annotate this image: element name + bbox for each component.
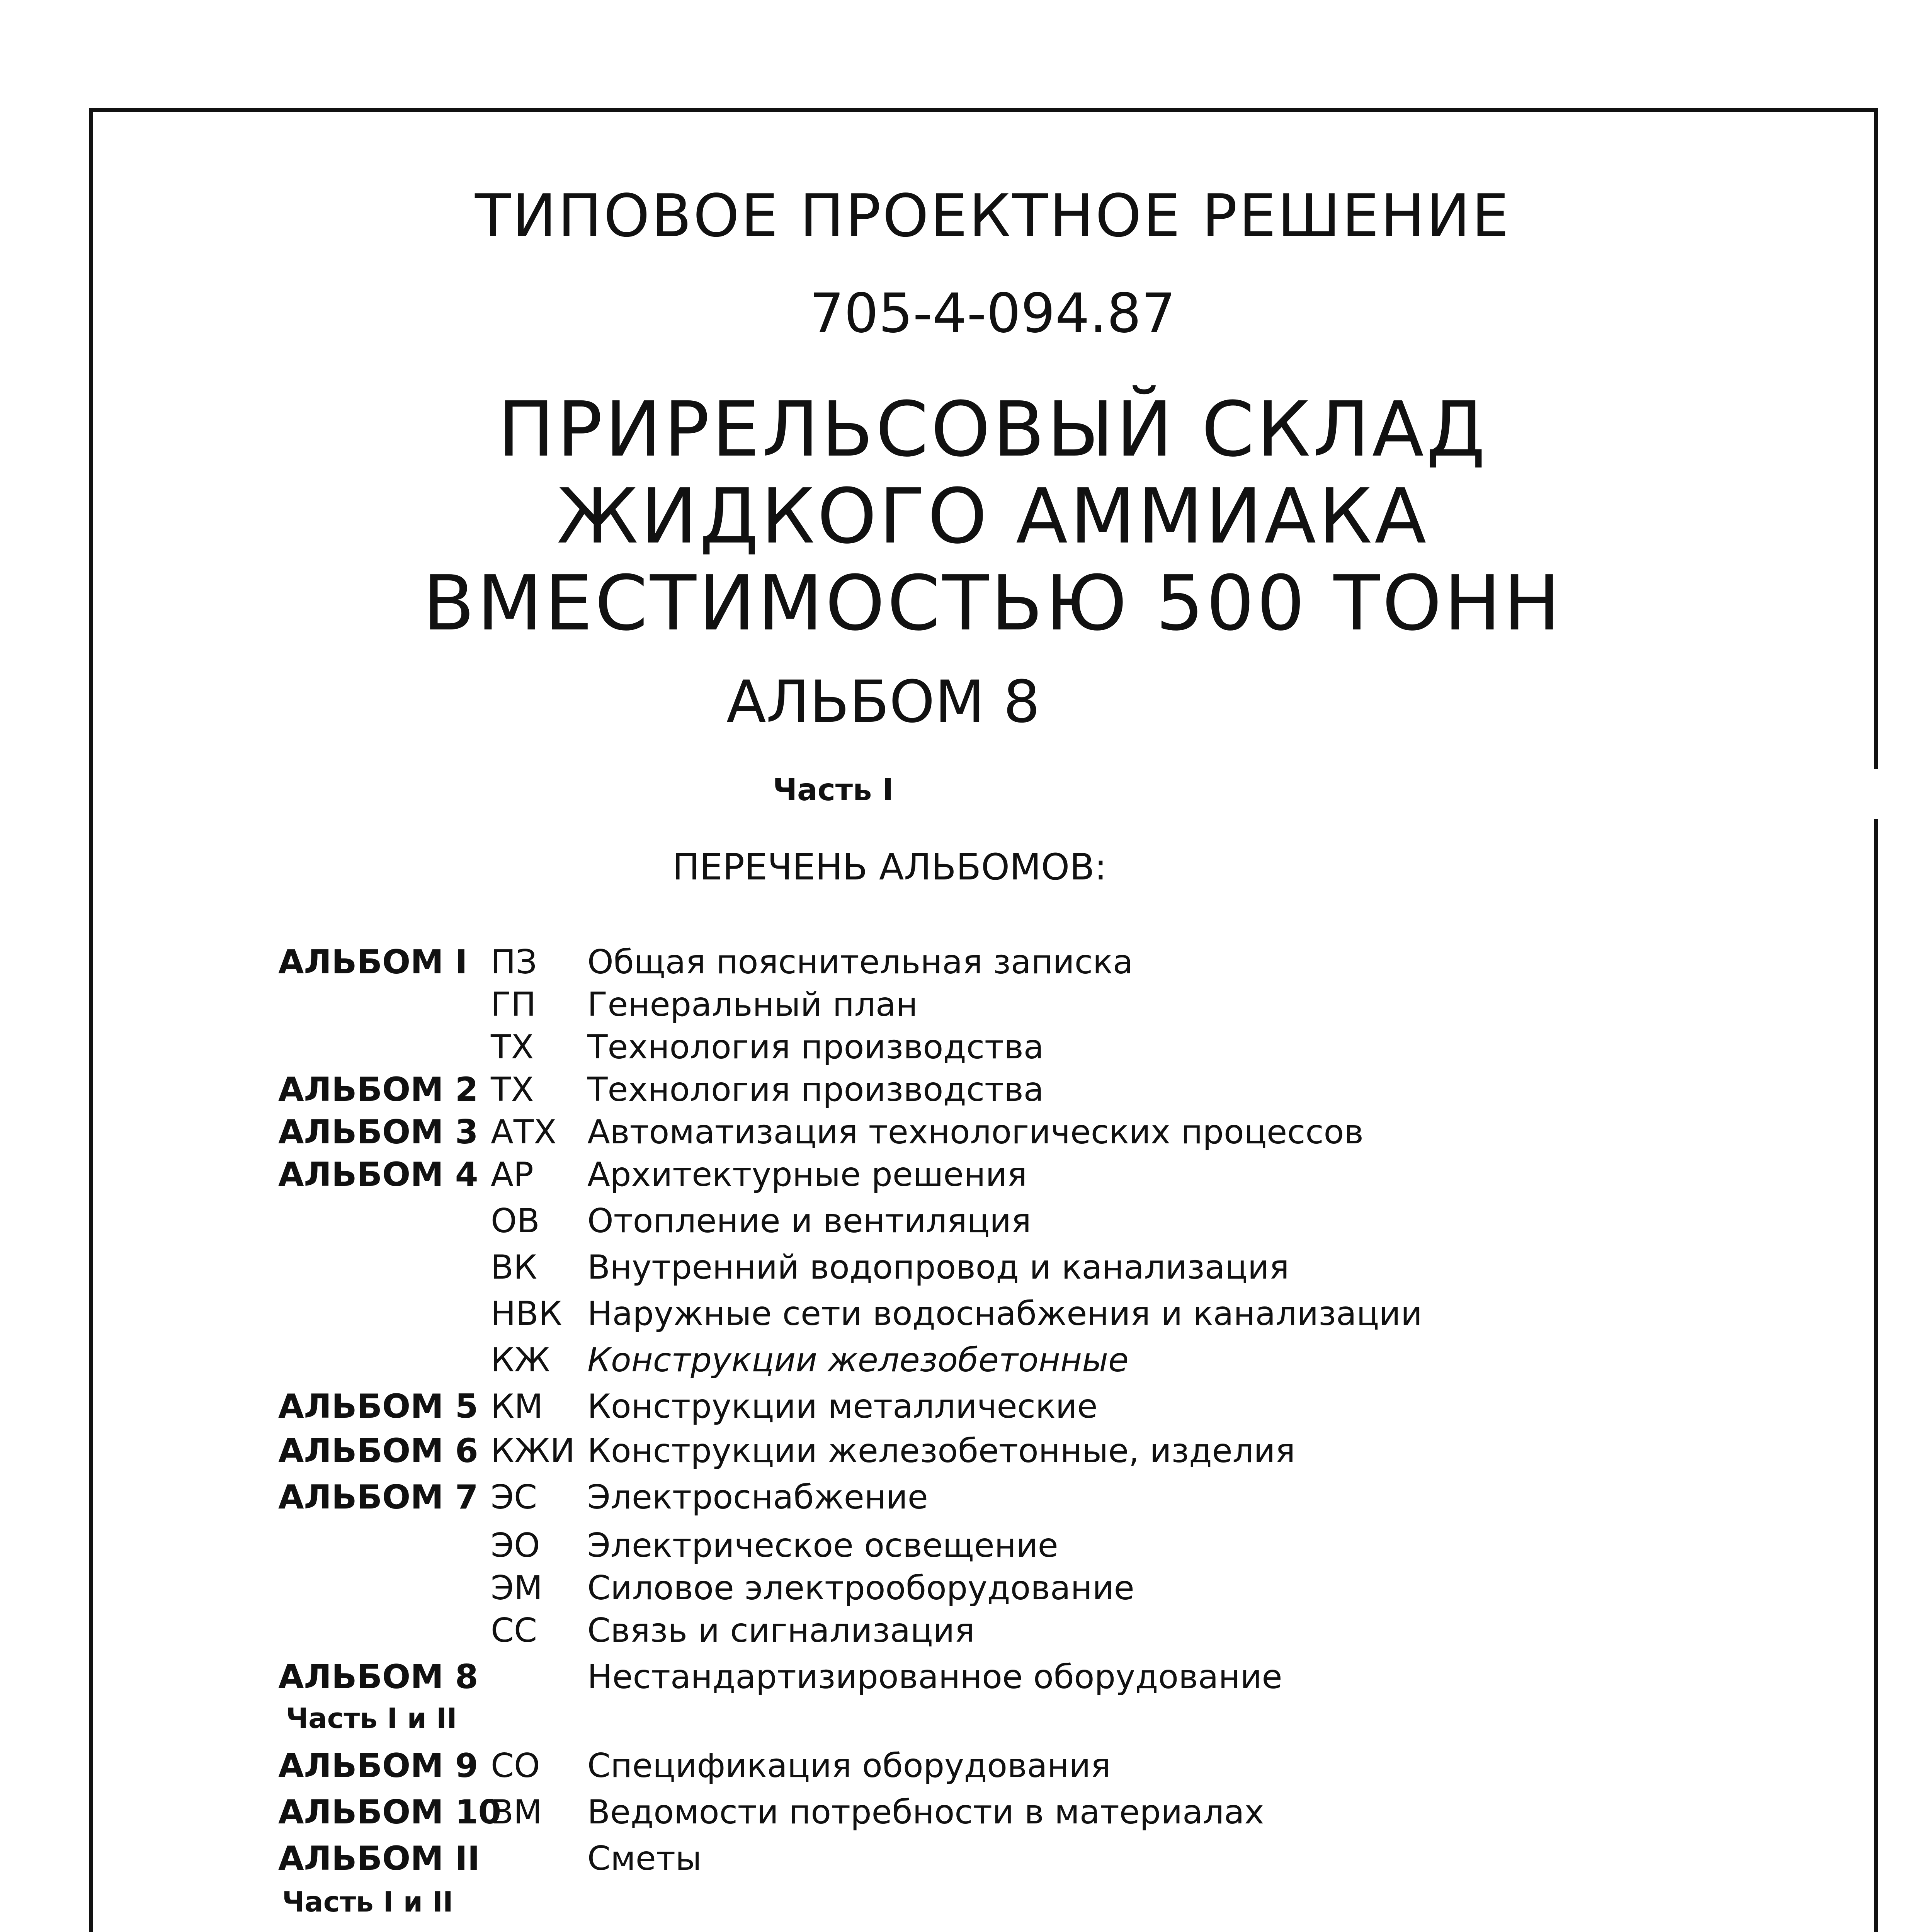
project-name-line-1: ПРИРЕЛЬСОВЫЙ СКЛАД	[497, 386, 1488, 474]
albums-list-heading: ПЕРЕЧЕНЬ АЛЬБОМОВ:	[672, 846, 1107, 888]
album-part: Часть I	[773, 773, 894, 808]
frame-gap	[1874, 769, 1882, 819]
project-name-line-3: ВМЕСТИМОСТЬЮ 500 ТОНН	[422, 560, 1563, 648]
project-name-line-2: ЖИДКОГО АММИАКА	[556, 473, 1429, 561]
album-number: АЛЬБОМ 8	[726, 668, 1040, 736]
project-code: 705-4-094.87	[810, 282, 1176, 345]
document-type-title: ТИПОВОЕ ПРОЕКТНОЕ РЕШЕНИЕ	[475, 182, 1510, 250]
